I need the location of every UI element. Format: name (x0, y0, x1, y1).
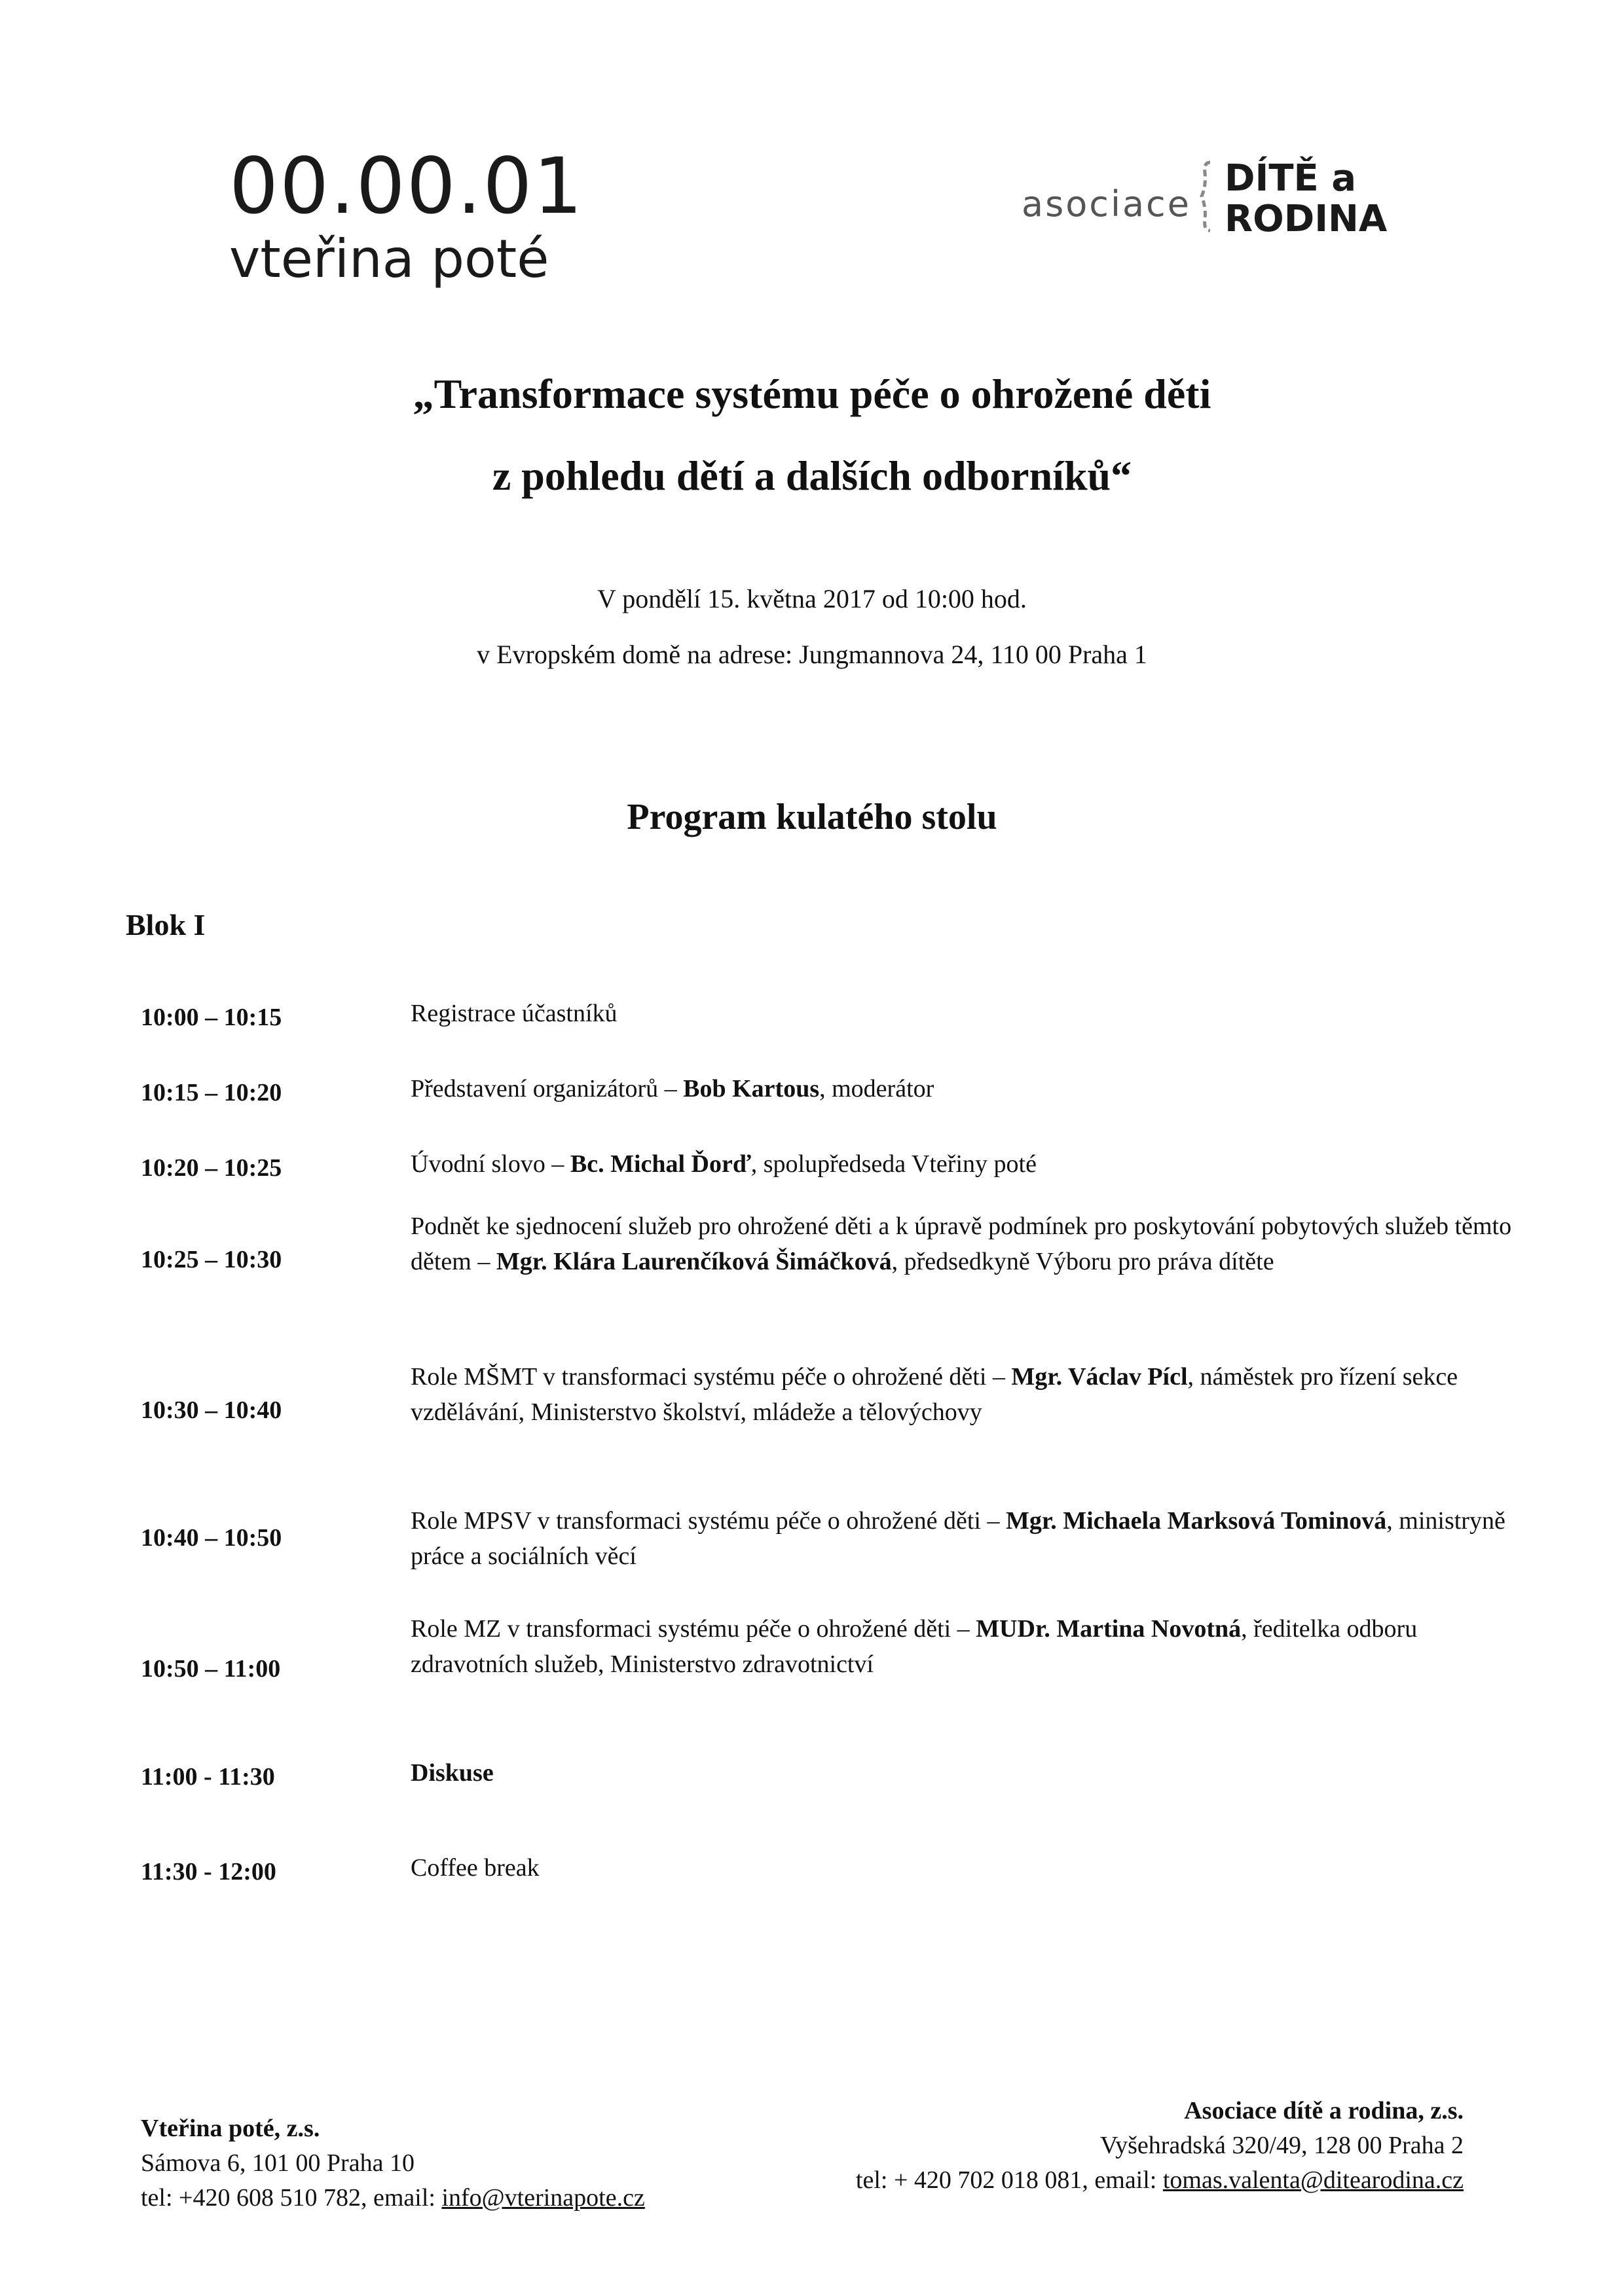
schedule-text: Role MZ v transformaci systému péče o ohrožené děti – (411, 1615, 976, 1643)
logo-brace-icon (1200, 160, 1213, 233)
schedule-time: 11:00 - 11:30 (141, 1763, 275, 1791)
schedule-item (411, 1146, 1524, 1182)
schedule-time: 10:50 – 11:00 (141, 1655, 281, 1683)
speaker-role: , moderátor (819, 1075, 934, 1102)
speaker-name: Mgr. Václav Pícl (1011, 1363, 1188, 1391)
logo-asociace-text: asociace (1022, 183, 1191, 225)
speaker-name: Bc. Michal Ďorď (570, 1150, 751, 1178)
schedule-item (411, 1755, 1524, 1791)
schedule-item (411, 1209, 1524, 1279)
footer-left-phone: tel: +420 608 510 782, email: (141, 2184, 442, 2212)
footer-right-address: Vyšehradská 320/49, 128 00 Praha 2 (1099, 2132, 1464, 2159)
footer-right-phone: tel: + 420 702 018 081, email: (855, 2166, 1163, 2194)
footer-right-contact (856, 2094, 1464, 2198)
block-heading: Blok I (126, 908, 206, 941)
schedule-text: Představení organizátorů – (411, 1075, 684, 1102)
schedule-time: 10:00 – 10:15 (141, 1004, 282, 1031)
schedule-time: 10:15 – 10:20 (141, 1079, 282, 1106)
speaker-role: , ministryně práce a sociálních věcí (411, 1507, 1505, 1570)
speaker-name: Mgr. Klára Laurenčíková Šimáčková (496, 1248, 892, 1275)
program-heading: Program kulatého stolu (627, 797, 997, 837)
event-date: V pondělí 15. května 2017 od 10:00 hod. (597, 584, 1027, 613)
footer-right-contact-line (856, 2163, 1464, 2198)
speaker-name: Mgr. Michaela Marksová Tominová (1006, 1507, 1387, 1535)
event-place: v Evropském domě na adrese: Jungmannova 24, 110 00 Praha 1 (477, 640, 1147, 669)
footer-left-contact-line (141, 2181, 645, 2215)
logo-rodina-text: RODINA (1225, 198, 1388, 240)
document-title-line-2: z pohledu dětí a dalších odborníků“ (492, 452, 1132, 499)
schedule-item (411, 1850, 1524, 1886)
logo-dite-text: DÍTĚ a (1225, 157, 1357, 200)
speaker-role: , spolupředseda Vteřiny poté (750, 1150, 1037, 1178)
speaker-role: , předsedkyně Výboru pro práva dítěte (891, 1248, 1274, 1275)
speaker-name: Bob Kartous (683, 1075, 820, 1102)
schedule-time: 10:30 – 10:40 (141, 1396, 282, 1424)
footer-right-name: Asociace dítě a rodina, z.s. (1184, 2097, 1464, 2124)
schedule-item (411, 1611, 1524, 1682)
schedule-text: Podnět ke sjednocení služeb pro ohrožené děti a k úpravě podmínek pro poskytování pobytových služeb těmto dětem – (411, 1212, 1512, 1275)
asociace-dite-a-rodina-logo (1022, 157, 1401, 242)
schedule-text: Úvodní slovo – (411, 1150, 570, 1178)
document-title-line-1: „Transformace systému péče o ohrožené děti (413, 371, 1211, 417)
schedule-time: 11:30 - 12:00 (141, 1858, 276, 1886)
schedule-item (411, 1359, 1524, 1430)
schedule-text: Registrace účastníků (411, 1000, 618, 1027)
speaker-role: , náměstek pro řízení sekce vzdělávání, Ministerstvo školství, mládeže a tělovýchovy (411, 1363, 1458, 1426)
schedule-text: Role MPSV v transformaci systému péče o ohrožené děti – (411, 1507, 1006, 1535)
footer-right-email-link[interactable]: tomas.valenta@ditearodina.cz (1162, 2166, 1464, 2194)
schedule-time: 10:40 – 10:50 (141, 1524, 282, 1552)
schedule-text: Diskuse (411, 1759, 494, 1787)
schedule-item (411, 1071, 1524, 1106)
footer-left-contact (141, 2111, 645, 2215)
logo-subtitle: vteřina poté (229, 228, 549, 289)
schedule-text: Coffee break (411, 1854, 540, 1882)
logo-digits: 00.00.01 (229, 141, 584, 231)
footer-left-email-link[interactable]: info@vterinapote.cz (441, 2184, 645, 2212)
footer-left-name: Vteřina poté, z.s. (141, 2115, 320, 2142)
speaker-name: MUDr. Martina Novotná (976, 1615, 1242, 1643)
schedule-time: 10:25 – 10:30 (141, 1246, 282, 1273)
speaker-role: , ředitelka odboru zdravotních služeb, Ministerstvo zdravotnictví (411, 1615, 1418, 1678)
schedule-item (411, 996, 1524, 1031)
schedule-time: 10:20 – 10:25 (141, 1154, 282, 1182)
schedule-text: Role MŠMT v transformaci systému péče o ohrožené děti – (411, 1363, 1012, 1391)
schedule-item (411, 1503, 1524, 1574)
footer-left-address: Sámova 6, 101 00 Praha 10 (141, 2149, 415, 2177)
vterina-pote-logo (229, 141, 584, 289)
